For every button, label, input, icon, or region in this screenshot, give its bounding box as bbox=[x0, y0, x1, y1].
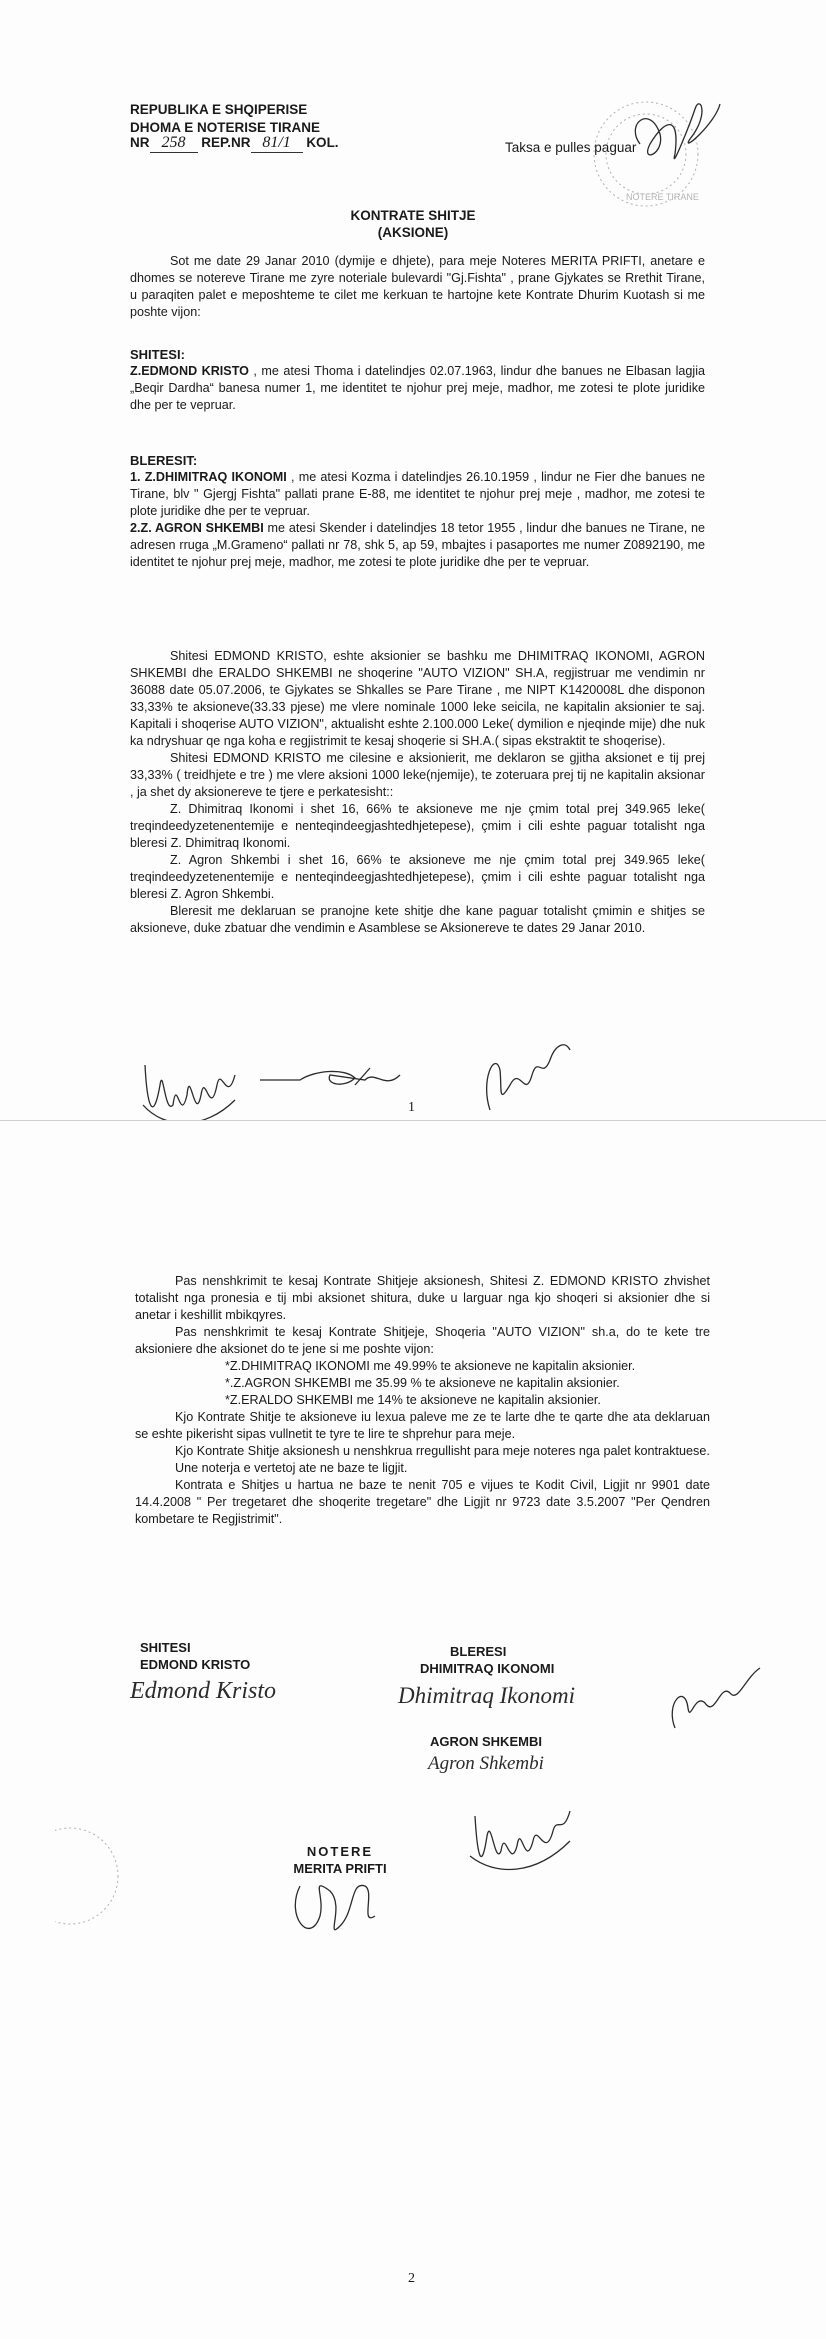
shareholder-item: *.Z.AGRON SHKEMBI me 35.99 % te aksioneve ne kapitalin aksionier. bbox=[225, 1376, 620, 1390]
buyer2-name: 2.Z. AGRON SHKEMBI bbox=[130, 521, 264, 535]
main-body bbox=[130, 648, 705, 937]
buyers-section bbox=[130, 452, 705, 571]
body-paragraph-5: Bleresit me deklaruan se pranojne kete shitje dhe kane paguar totalisht çmimin e shitjes se aksioneve, duke zbatuar dhe vendimin e Asamblese se Aksionereve te dates 29 Janar 2010. bbox=[130, 904, 705, 935]
contract-title bbox=[0, 207, 826, 241]
notary-signature-top bbox=[620, 84, 730, 184]
buyer2-signature: Agron Shkembi bbox=[428, 1753, 544, 1774]
buyer1-signature: Dhimitraq Ikonomi bbox=[398, 1683, 575, 1708]
page2-paragraph-2: Pas nenshkrimit te kesaj Kontrate Shitjeje, Shoqeria "AUTO VIZION" sh.a, do te kete tre aksioniere dhe aksionet do te jene si me poshte vijon: bbox=[135, 1325, 710, 1356]
page-number-1: 1 bbox=[408, 1100, 415, 1115]
seller-details: , me atesi Thoma i datelindjes 02.07.1963, lindur dhe banues ne Elbasan lagjia „Beqir Dardha“ banesa numer 1, me identitet te njohur prej meje, madhor, me zotesi te plote juridike dhe per te vepruar. bbox=[130, 364, 705, 412]
page2-paragraph-6: Kontrata e Shitjes u hartua ne baze te nenit 705 e vijues te Kodit Civil, Ligjit nr 9901 date 14.4.2008 " Per tregetaret dhe shoqerite tregetare" dhe Ligjit nr 9723 date 3.5.2007 "Per Qendren kombetare te Regjistrimit". bbox=[135, 1478, 710, 1526]
buyer1-name: 1. Z.DHIMITRAQ IKONOMI bbox=[130, 470, 287, 484]
shareholder-item: *Z.ERALDO SHKEMBI me 14% te aksioneve ne kapitalin aksionier. bbox=[225, 1393, 601, 1407]
document-page-1 bbox=[0, 0, 826, 1120]
header-line-2: DHOMA E NOTERISE TIRANE bbox=[130, 120, 321, 135]
body-paragraph-4: Z. Agron Shkembi i shet 16, 66% te aksioneve me nje çmim total prej 349.965 leke( treqindeedyzetenentemije e nenteqindeegjashtedhjetepese), çmim i cili eshte paguar totalisht nga bleresi Z. Agron Shkembi. bbox=[130, 853, 705, 901]
page2-paragraph-4: Kjo Kontrate Shitje aksionesh u nenshkrua rregullisht para meje noteres nga palet kontraktuese. bbox=[175, 1444, 710, 1458]
buyer-label: BLERESI bbox=[450, 1644, 507, 1659]
taksa-label: Taksa e pulles paguar bbox=[505, 140, 637, 155]
body-paragraph-1: Shitesi EDMOND KRISTO, eshte aksionier se bashku me DHIMITRAQ IKONOMI, AGRON SHKEMBI dhe ERALDO SHKEMBI ne shoqerine "AUTO VIZION" SH.A, regjistruar me vendimin nr 36088 date 05.07.2006, te Gjykates se Shkalles se Pare Tirane , me NIPT K1420008L dhe disponon 33,33% te aksioneve(33.33 pjese) me vlere nominale 1000 leke seicila, ne kapitalin aksionier te saj. Kapitali i shoqerise AUTO VIZION", aktualisht eshte 2.100.000 Leke( dymilion e njeqinde mije) dhe nuk ka ndryshuar qe nga koha e regjistrimit te kesaj shoqerie si SH.A.( sipas ekstraktit te shoqerise). bbox=[130, 649, 705, 748]
rep-label: REP.NR bbox=[201, 135, 251, 150]
page2-paragraph-5: Une noterja e vertetoj ate ne baze te ligjit. bbox=[175, 1461, 408, 1475]
buyer2-signature-mark bbox=[465, 1796, 575, 1881]
rep-value: 81/1 bbox=[251, 134, 303, 153]
seller-name: Z.EDMOND KRISTO bbox=[130, 364, 249, 378]
page2-paragraph-3: Kjo Kontrate Shitje te aksioneve iu lexua paleve me ze te larte dhe te qarte dhe ata deklaruan se eshte pikerisht sipas vullnetit te tyre te lire te shprehur para meje. bbox=[135, 1410, 710, 1441]
seller-label: SHITESI bbox=[140, 1640, 191, 1655]
page2-paragraph-1: Pas nenshkrimit te kesaj Kontrate Shitjeje aksionesh, Shitesi Z. EDMOND KRISTO zhvishet totalisht nga pronesia e tij mbi aksionet shitura, duke u larguar nga kjo shoqeri si aksionier dhe si anetar i keshillit mbikqyres. bbox=[135, 1274, 710, 1322]
header-line-1: REPUBLIKA E SHQIPERISE bbox=[130, 102, 308, 117]
seller-heading: SHITESI: bbox=[130, 347, 185, 362]
buyer1-signatory-name: DHIMITRAQ IKONOMI bbox=[420, 1661, 555, 1676]
header-numbers bbox=[130, 134, 339, 153]
title-line-2: (AKSIONE) bbox=[377, 225, 449, 240]
seller-signature: Edmond Kristo bbox=[130, 1678, 277, 1704]
seller-signatory-name: EDMOND KRISTO bbox=[140, 1657, 251, 1672]
title-line-1: KONTRATE SHITJE bbox=[350, 208, 476, 223]
body-paragraph-3: Z. Dhimitraq Ikonomi i shet 16, 66% te aksioneve me nje çmim total prej 349.965 leke( treqindeedyzetenentemije e nenteqindeegjashtedhjetepese), çmim i cili eshte paguar totalisht nga bleresi Z. Dhimitraq Ikonomi. bbox=[130, 802, 705, 850]
nr-value: 258 bbox=[150, 134, 198, 153]
svg-text:NOTERE TIRANE: NOTERE TIRANE bbox=[626, 192, 699, 202]
shareholder-list bbox=[135, 1358, 710, 1409]
signature-scribble-2 bbox=[255, 1060, 405, 1100]
buyer1-signature-mark bbox=[660, 1663, 770, 1743]
faded-stamp-icon bbox=[55, 1821, 145, 1931]
seller-signature-block bbox=[140, 1639, 250, 1673]
intro-paragraph: Sot me date 29 Janar 2010 (dymije e dhjete), para meje Noteres MERITA PRIFTI, anetare e dhomes se notereve Tirane me zyre noteriale bulevardi "Gj.Fishta" , prane Gjykates se Rrethit Tirane, u paraqiten palet e meposhteme te cilet me kerkuan te hartojne kete Kontrate Dhurim Kuotash si me poshte vijon: bbox=[130, 254, 705, 319]
shareholder-item: *Z.DHIMITRAQ IKONOMI me 49.99% te aksioneve ne kapitalin aksionier. bbox=[225, 1359, 636, 1373]
notary-signatory-name: MERITA PRIFTI bbox=[293, 1861, 387, 1876]
kol-label: KOL. bbox=[306, 135, 339, 150]
nr-label: NR bbox=[130, 135, 150, 150]
buyer-signature-block bbox=[420, 1643, 554, 1677]
body-paragraph-2: Shitesi EDMOND KRISTO me cilesine e aksionierit, me deklaron se gjitha aksionet e tij prej 33,33% ( treidhjete e tre ) me vlere aksioni 1000 leke(njemije), te zoteruara prej tij ne kapitalin aksionar , ja shet dy aksionereve te tjere e perkatesisht:: bbox=[130, 751, 705, 799]
seller-section bbox=[130, 346, 705, 414]
page2-body bbox=[135, 1273, 710, 1528]
buyer2-details: me atesi Skender i datelindjes 18 tetor 1955 , lindur dhe banues ne Tirane, ne adresen rruga „M.Grameno“ pallati nr 78, shk 5, ap 59, mbajtes i pasaportes me numer Z0892190, me identitet te njohur prej meje, madhor, me zotesi te plote juridike dhe per te vepruar. bbox=[130, 521, 705, 569]
notary-label: NOTERE bbox=[306, 1844, 374, 1859]
buyer2-signatory-name: AGRON SHKEMBI bbox=[430, 1734, 542, 1749]
buyer1-details: , me atesi Kozma i datelindjes 26.10.1959 , lindur ne Fier dhe banues ne Tirane, blv " Gjergj Fishta" pallati prane E-88, me identitet te njohur prej meje , madhor, me zotesi te plote juridike dhe per te vepruar. bbox=[130, 470, 705, 518]
buyers-heading: BLERESIT: bbox=[130, 453, 198, 468]
signature-scribble-3 bbox=[470, 1030, 580, 1120]
notary-signature-mark bbox=[280, 1856, 390, 1956]
document-page-2 bbox=[0, 1120, 826, 2339]
page-number-2: 2 bbox=[408, 2271, 415, 2286]
